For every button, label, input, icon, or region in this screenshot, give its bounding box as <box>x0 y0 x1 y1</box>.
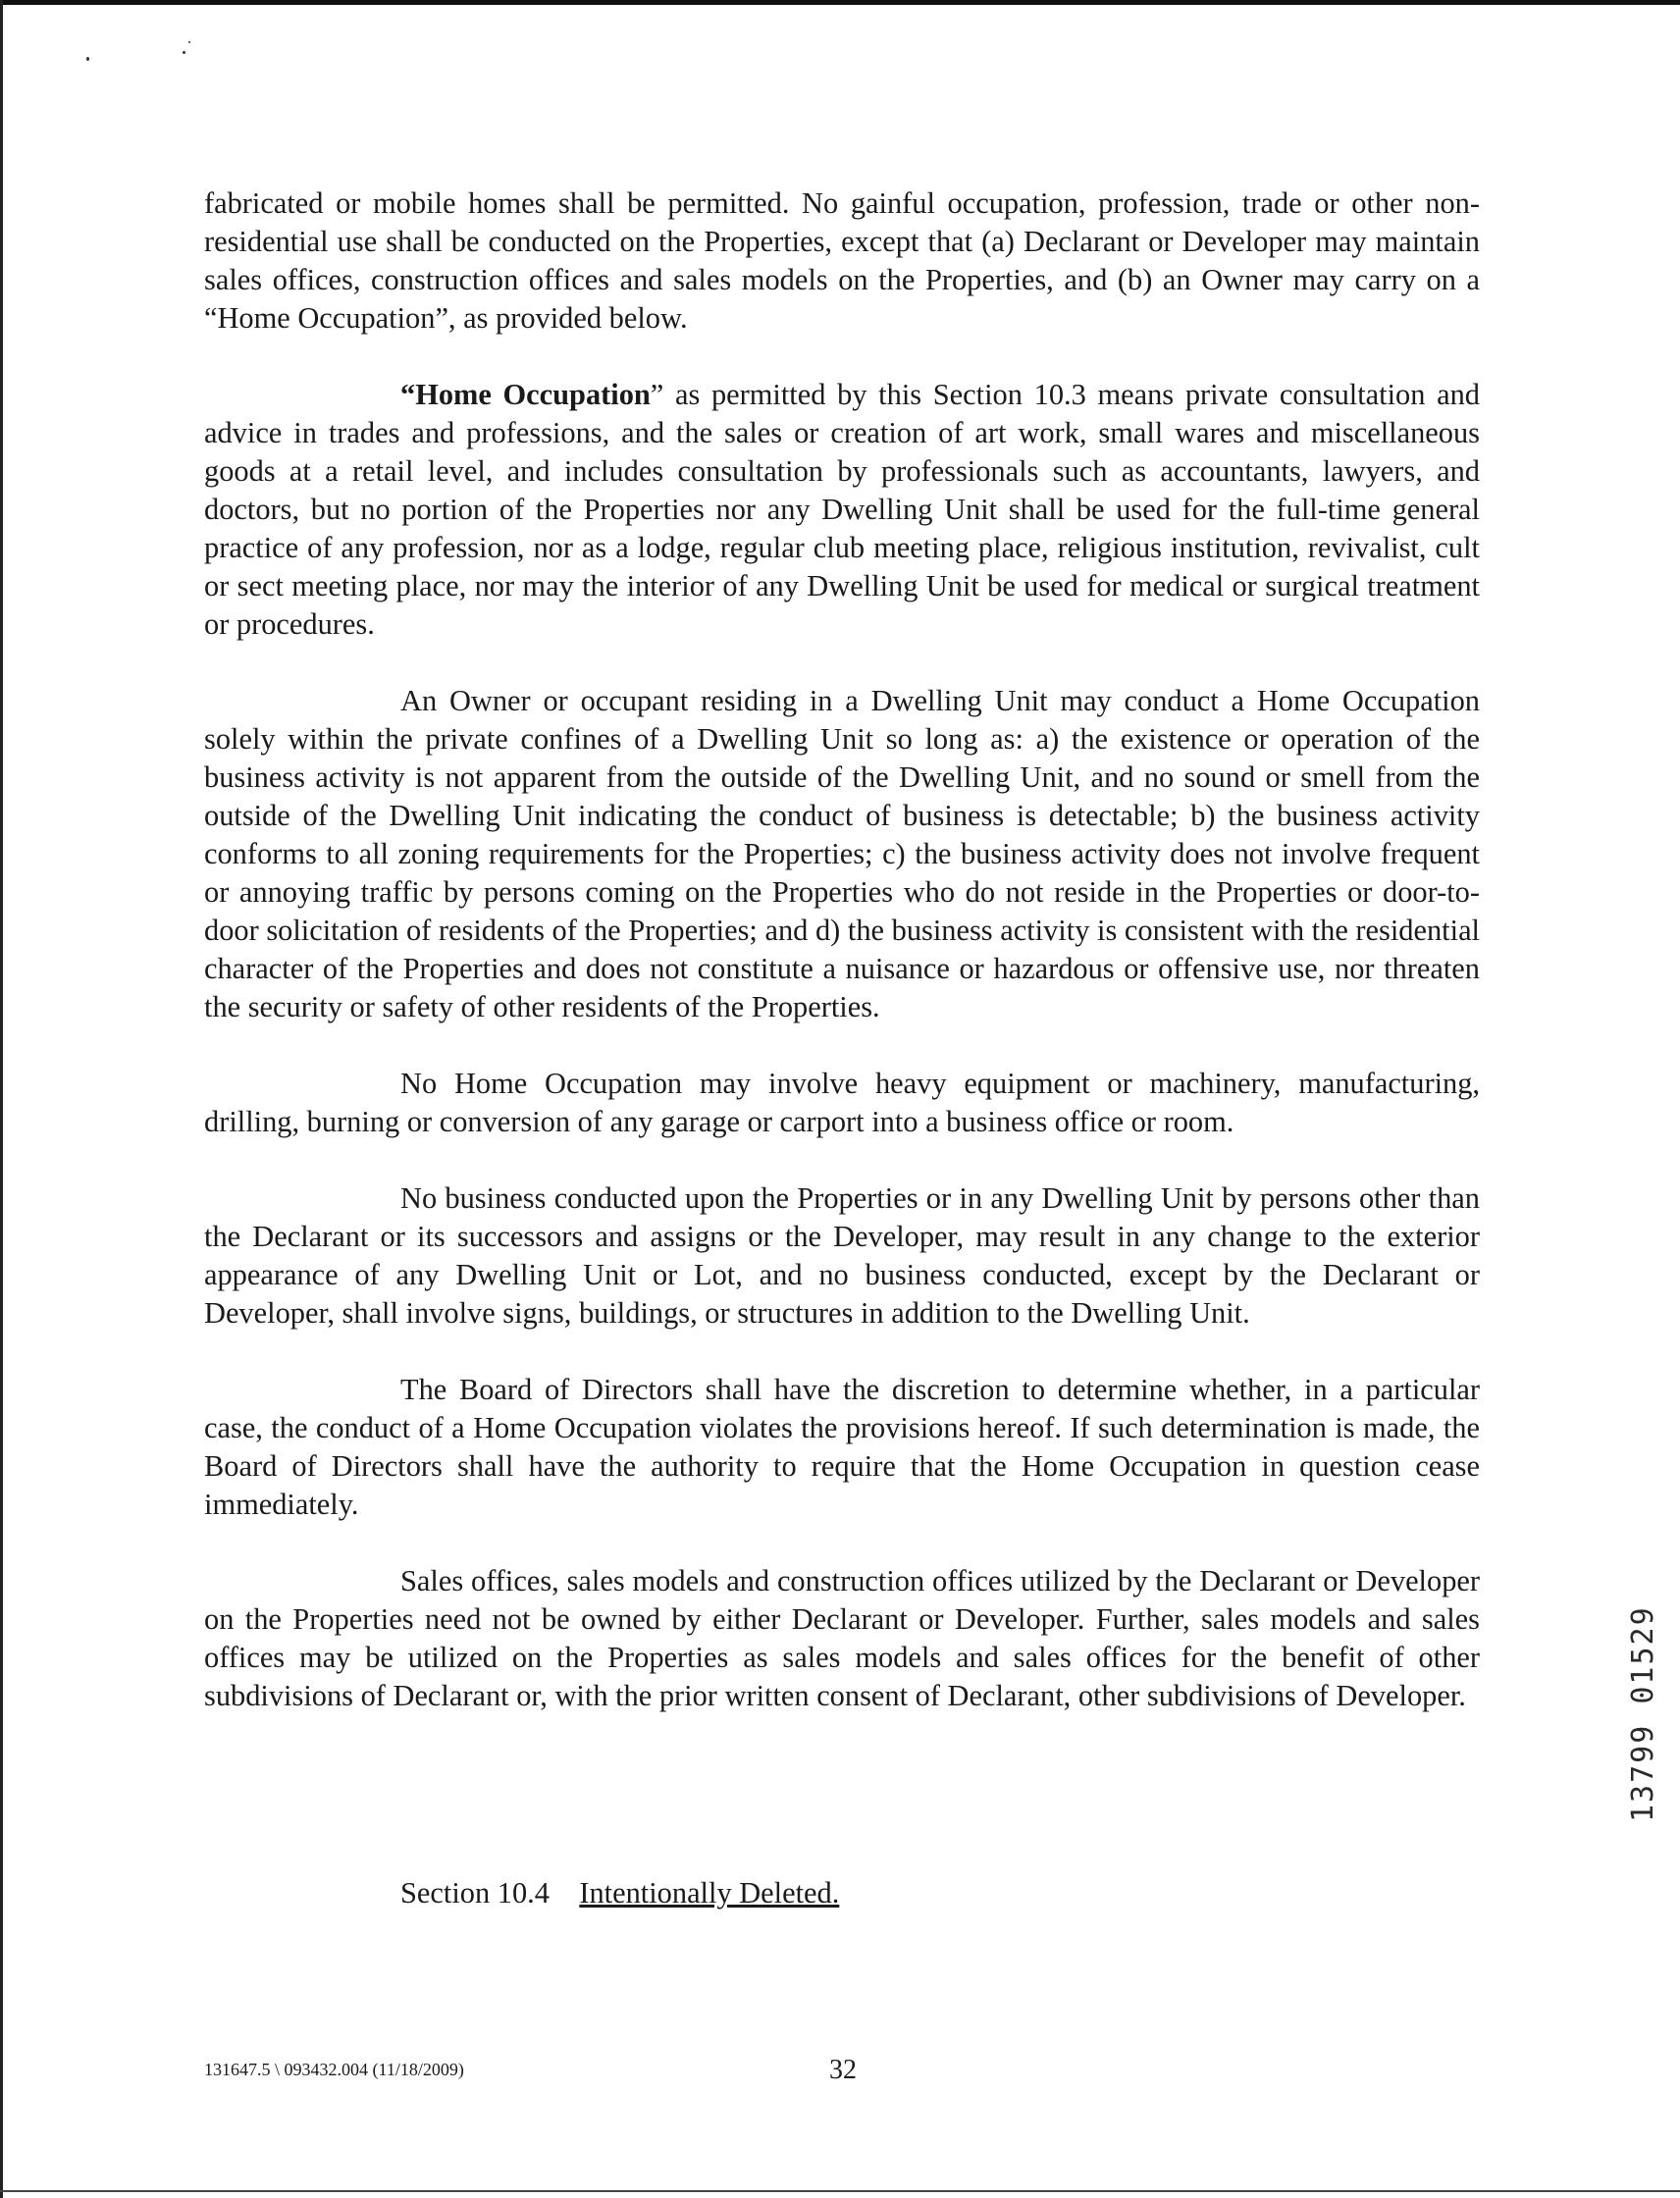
document-body <box>204 184 1480 1715</box>
scan-bottom-line <box>0 2190 1680 2192</box>
recording-stamp: 13799 01529 <box>1626 1605 1660 1823</box>
paragraph-permitted-uses: fabricated or mobile homes shall be permitted. No gainful occupation, profession, trade or other non-residential use shall be conducted on the Properties, except that (a) Declarant or Developer may maintain sales offices, construction offices and sales models on the Properties, and (b) an Owner may carry on a “Home Occupation”, as provided below. <box>204 186 1480 335</box>
section-number: Section 10.4 <box>400 1876 550 1910</box>
defined-term: “Home Occupation <box>400 378 651 411</box>
scan-speck <box>188 41 190 43</box>
paragraph-home-occupation-conditions: An Owner or occupant residing in a Dwelling Unit may conduct a Home Occupation solely within the private confines of a Dwelling Unit so long as: a) the existence or operation of the business activity is not apparent from the outside of the Dwelling Unit, and no sound or smell from the outside of the Dwelling Unit indicating the conduct of business is detectable; b) the business activity conforms to all zoning requirements for the Properties; c) the business activity does not involve frequent or annoying traffic by persons coming on the Properties who do not reside in the Properties or door-to-door solicitation of residents of the Properties; and d) the business activity is consistent with the residential character of the Properties and does not constitute a nuisance or hazardous or offensive use, nor threaten the security or safety of other residents of the Properties. <box>204 684 1480 1023</box>
paragraph-home-occupation-definition <box>204 376 1480 644</box>
paragraph-sales-offices: Sales offices, sales models and construction offices utilized by the Declarant or Developer on the Properties need not be owned by either Declarant or Developer. Further, sales models and sales offices may be utilized on the Properties as sales models and sales offices for the benefit of other subdivisions of Declarant or, with the prior written consent of Declarant, other subdivisions of Developer. <box>204 1564 1480 1712</box>
scan-top-border <box>0 0 1680 5</box>
footer-document-reference: 131647.5 \ 093432.004 (11/18/2009) <box>204 2060 464 2079</box>
scan-left-edge <box>0 0 3 2198</box>
section-title: Intentionally Deleted. <box>579 1876 840 1910</box>
paragraph-exterior-appearance: No business conducted upon the Properties or in any Dwelling Unit by persons other than the Declarant or its successors and assigns or the Developer, may result in any change to the exterior appearance of any Dwelling Unit or Lot, and no business conducted, except by the Declarant or Developer, shall involve signs, buildings, or structures in addition to the Dwelling Unit. <box>204 1181 1480 1330</box>
paragraph-board-discretion: The Board of Directors shall have the discretion to determine whether, in a particular case, the conduct of a Home Occupation violates the provisions hereof. If such determination is made, the Board of Directors shall have the authority to require that the Home Occupation in question cease immediately. <box>204 1373 1480 1521</box>
definition-text: ” as permitted by this Section 10.3 means private consultation and advice in trades and professions, and the sales or creation of art work, small wares and miscellaneous goods at a retail level, and includes consultation by professionals such as accountants, lawyers, and doctors, but no portion of the Properties nor any Dwelling Unit shall be used for the full-time general practice of any profession, nor as a lodge, regular club meeting place, religious institution, revivalist, cult or sect meeting place, nor may the interior of any Dwelling Unit be used for medical or surgical treatment or procedures. <box>204 378 1480 641</box>
paragraph-equipment-restriction: No Home Occupation may involve heavy equipment or machinery, manufacturing, drilling, burning or conversion of any garage or carport into a business office or room. <box>204 1067 1480 1138</box>
scan-speck <box>86 57 89 61</box>
section-heading <box>400 1874 839 1912</box>
page-number: 32 <box>829 2055 857 2085</box>
scan-speck <box>183 51 185 54</box>
